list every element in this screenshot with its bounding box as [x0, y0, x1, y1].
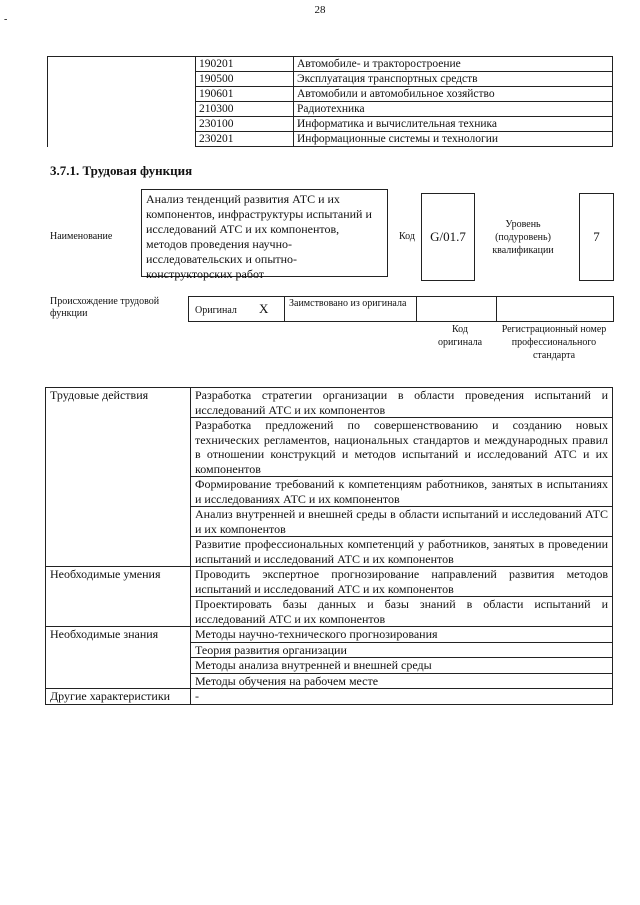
reg-number-cell	[496, 296, 614, 322]
code-cell: 230100	[196, 117, 294, 132]
level-value-box: 7	[579, 193, 614, 281]
main-table	[45, 387, 613, 705]
code-cell: 230201	[196, 132, 294, 147]
skill-item: Проводить экспертное прогнозирование направлений развития методов испытаний и исследований АТС и их компонентов	[191, 567, 613, 597]
borrowed-label: Заимствовано из оригинала	[289, 298, 407, 309]
codes-table	[47, 56, 613, 147]
action-item: Разработка предложений по совершенствованию и созданию новых технических регламентов, национальных стандартов и международных правил в отношении конструкций и методов испытаний и исследований АТС и их компонентов	[191, 418, 613, 477]
name-cell: Эксплуатация транспортных средств	[294, 72, 613, 87]
skill-item: Проектировать базы данных и базы знаний в области испытаний и исследований АТС и их компонентов	[191, 597, 613, 627]
knowledge-item: Теория развития организации	[191, 642, 613, 658]
code-cell: 190500	[196, 72, 294, 87]
other-label: Другие характеристики	[46, 689, 191, 705]
name-cell: Автомобили и автомобильное хозяйство	[294, 87, 613, 102]
level-label: Уровень (подуровень) квалификации	[492, 219, 554, 256]
page-number: 28	[314, 4, 326, 16]
origin-label: Происхождение трудовой функции	[50, 296, 160, 319]
table-row	[46, 567, 613, 597]
name-cell: Радиотехника	[294, 102, 613, 117]
kod-original-cell	[416, 296, 497, 322]
name-cell: Автомобиле- и тракторостроение	[294, 57, 613, 72]
kod-original-label: Код оригинала	[437, 324, 483, 348]
other-value: -	[191, 689, 613, 705]
table-row	[46, 388, 613, 418]
action-item: Развитие профессиональных компетенций у работников, занятых в проведении испытаний и исследований АТС и их компонентов	[191, 537, 613, 567]
knowledge-item: Методы научно-технического прогнозирования	[191, 627, 613, 643]
reg-number-label: Регистрационный номер профессионального стандарта	[501, 324, 607, 361]
code-cell: 190201	[196, 57, 294, 72]
original-label: Оригинал	[195, 305, 237, 316]
name-cell: Информационные системы и технологии	[294, 132, 613, 147]
kod-value-box: G/01.7	[421, 193, 475, 281]
borrowed-cell	[284, 296, 417, 322]
knowledge-item: Методы обучения на рабочем месте	[191, 673, 613, 689]
section-title: 3.7.1. Трудовая функция	[50, 163, 193, 178]
blank-cell	[48, 57, 196, 147]
kod-label: Код	[399, 231, 415, 242]
name-cell: Информатика и вычислительная техника	[294, 117, 613, 132]
knowledge-item: Методы анализа внутренней и внешней среды	[191, 658, 613, 674]
original-mark: X	[259, 301, 269, 316]
code-cell: 190601	[196, 87, 294, 102]
actions-label: Трудовые действия	[46, 388, 191, 567]
skills-label: Необходимые умения	[46, 567, 191, 627]
function-name-box: Анализ тенденций развития АТС и их компонентов, инфраструктуры испытаний и исследований АТС и их компонентов, методов проведения научно-исследовательских и опытно-конструкторских работ	[141, 189, 388, 277]
action-item: Анализ внутренней и внешней среды в области испытаний и исследований АТС и их компонентов	[191, 507, 613, 537]
margin-mark: -	[4, 14, 8, 25]
action-item: Разработка стратегии организации в области проведения испытаний и исследований АТС и их компонентов	[191, 388, 613, 418]
code-cell: 210300	[196, 102, 294, 117]
original-cell	[188, 296, 285, 322]
table-row	[48, 57, 613, 72]
knowledge-label: Необходимые знания	[46, 627, 191, 689]
name-label: Наименование	[50, 231, 113, 242]
table-row	[46, 689, 613, 705]
action-item: Формирование требований к компетенциям работников, занятых в испытаниях и исследованиях АТС и их компонентов	[191, 477, 613, 507]
table-row	[46, 627, 613, 643]
